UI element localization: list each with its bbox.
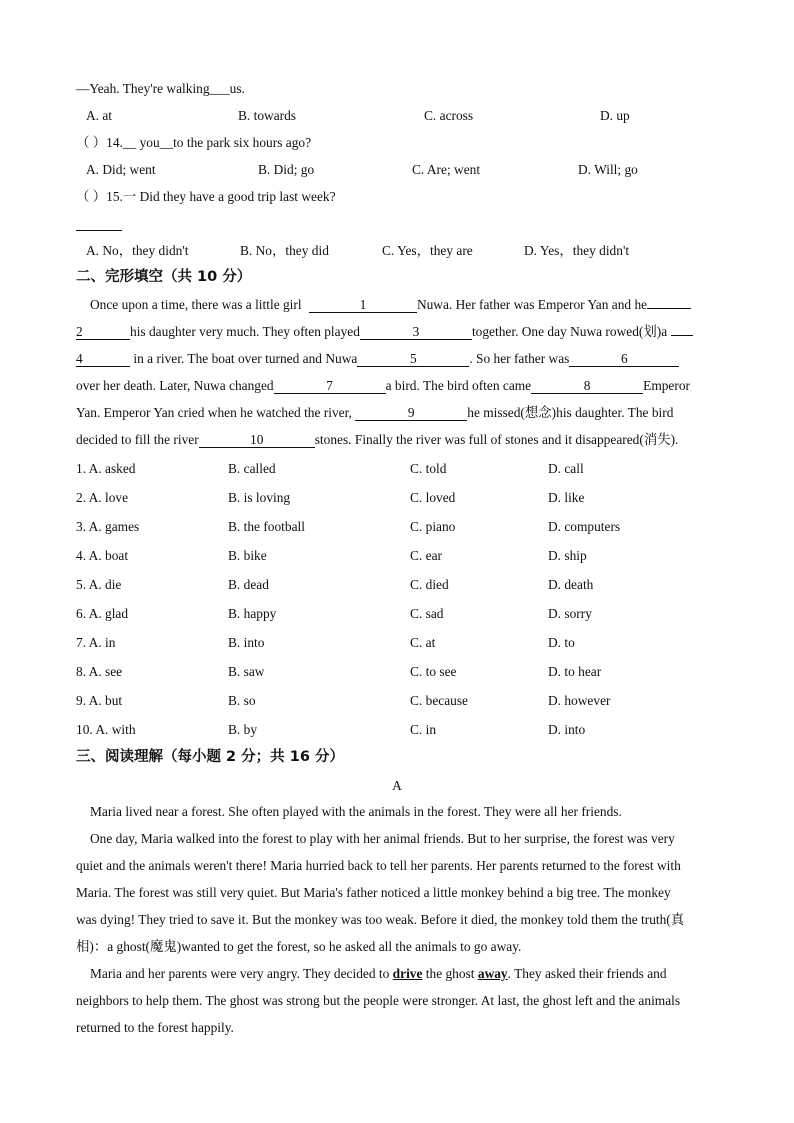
choice-4c: C. ear — [410, 548, 442, 563]
section3-heading: 三、阅读理解（每小题 2 分；共 16 分） — [76, 749, 344, 765]
choice-6b: B. happy — [228, 606, 277, 621]
choice-5d: D. death — [548, 577, 594, 592]
choice-1a: 1. A. asked — [76, 461, 136, 476]
q14-option-d: D. Will; go — [578, 162, 638, 177]
cloze-line-3 — [76, 350, 679, 368]
choice-8c: C. to see — [410, 664, 457, 679]
choice-1c: C. told — [410, 461, 447, 476]
q14-option-c: C. Are; went — [412, 162, 481, 177]
cloze-blank-5: 5 — [357, 351, 469, 367]
cloze-blank-6: 6 — [569, 351, 679, 367]
choice-5c: C. died — [410, 577, 449, 592]
reading-line-8: neighbors to help them. The ghost was strong but the people were stronger. At last, the ghost left and the animals — [76, 993, 681, 1008]
cloze-line-5 — [76, 404, 673, 422]
choice-1d: D. call — [548, 461, 584, 476]
cloze-line-1 — [90, 296, 691, 314]
keyword-away: away — [477, 966, 508, 981]
choice-2a: 2. A. love — [76, 490, 129, 505]
cloze-blank-trail — [647, 308, 691, 309]
choice-6c: C. sad — [410, 606, 444, 621]
keyword-drive: drive — [392, 966, 423, 981]
choice-5b: B. dead — [228, 577, 269, 592]
choice-5a: 5. A. die — [76, 577, 122, 592]
q14-option-a: A. Did; went — [86, 162, 156, 177]
answer-line — [76, 230, 122, 231]
cloze-text: he missed(想念)his daughter. The bird — [467, 405, 674, 420]
choice-9d: D. however — [548, 693, 611, 708]
cloze-text: stones. Finally the river was full of stones and it disappeared(消失). — [314, 432, 679, 447]
choice-7d: D. to — [548, 635, 575, 650]
choice-10b: B. by — [228, 722, 258, 737]
cloze-line-6 — [76, 431, 678, 449]
cloze-text: Yan. Emperor Yan cried when he watched the river, — [76, 405, 352, 420]
cloze-text: over her death. Later, Nuwa changed — [76, 378, 274, 393]
q13-line: —Yeah. They're walking___us. — [76, 81, 245, 96]
q15-option-c: C. Yes，they are — [382, 243, 473, 258]
reading-line-4: Maria. The forest was still very quiet. But Maria's father noticed a little monkey behind a big tree. The monkey — [76, 885, 671, 900]
q13-option-c: C. across — [424, 108, 474, 123]
reading-line-9: returned to the forest happily. — [76, 1020, 234, 1035]
q14-option-b: B. Did; go — [258, 162, 315, 177]
choice-4a: 4. A. boat — [76, 548, 129, 563]
cloze-text: Nuwa. Her father was Emperor Yan and he — [416, 297, 648, 312]
q15-stem: （ ）15.一 Did they have a good trip last week? — [76, 189, 336, 204]
choice-6a: 6. A. glad — [76, 606, 129, 621]
reading-line-6: 相)：a ghost(魔鬼)wanted to get the forest, so he asked all the animals to go away. — [76, 939, 522, 954]
cloze-blank-2: 2 — [76, 324, 130, 340]
reading-text: . They asked their friends and — [507, 966, 667, 981]
choice-3a: 3. A. games — [76, 519, 140, 534]
cloze-text: together. One day Nuwa rowed(划)a — [471, 324, 668, 339]
choice-8a: 8. A. see — [76, 664, 123, 679]
choice-3c: C. piano — [410, 519, 456, 534]
cloze-text: in a river. The boat over turned and Nuwa — [133, 351, 358, 366]
cloze-blank-10: 10 — [199, 432, 315, 448]
reading-text: the ghost — [425, 966, 475, 981]
choice-10d: D. into — [548, 722, 586, 737]
reading-line-1: Maria lived near a forest. She often played with the animals in the forest. They were all her friends. — [90, 804, 622, 819]
reading-text: Maria and her parents were very angry. They decided to — [90, 966, 390, 981]
cloze-text: . So her father was — [469, 351, 570, 366]
choice-8b: B. saw — [228, 664, 265, 679]
passage-label: A — [392, 778, 402, 793]
cloze-line-4 — [76, 377, 690, 395]
cloze-blank-4-lead — [671, 335, 693, 336]
choice-8d: D. to hear — [548, 664, 602, 679]
choice-1b: B. called — [228, 461, 276, 476]
cloze-blank-1: 1 — [309, 297, 417, 313]
choice-7b: B. into — [228, 635, 265, 650]
reading-line-7 — [90, 965, 667, 983]
q13-option-b: B. towards — [238, 108, 297, 123]
cloze-text: decided to fill the river — [76, 432, 199, 447]
choice-9c: C. because — [410, 693, 469, 708]
section2-heading: 二、完形填空（共 10 分） — [76, 269, 252, 285]
choice-3d: D. computers — [548, 519, 621, 534]
cloze-text: a bird. The bird often came — [385, 378, 532, 393]
q15-option-a: A. No，they didn't — [86, 243, 189, 258]
cloze-text: his daughter very much. They often played — [130, 324, 360, 339]
choice-2d: D. like — [548, 490, 585, 505]
choice-9b: B. so — [228, 693, 256, 708]
choice-10c: C. in — [410, 722, 437, 737]
choice-2b: B. is loving — [228, 490, 291, 505]
reading-line-2: One day, Maria walked into the forest to play with her animal friends. But to her surprise, the forest was very — [90, 831, 675, 846]
cloze-line-2 — [76, 323, 693, 341]
q13-option-d: D. up — [600, 108, 630, 123]
cloze-text: Emperor — [643, 378, 690, 393]
reading-line-5: was dying! They tried to save it. But the monkey was too weak. Before it died, the monkey told them the truth(真 — [76, 912, 685, 927]
choice-6d: D. sorry — [548, 606, 592, 621]
q14-stem: （ ）14.__ you__to the park six hours ago? — [76, 135, 312, 150]
choice-3b: B. the football — [228, 519, 305, 534]
cloze-blank-3: 3 — [360, 324, 472, 340]
choice-7a: 7. A. in — [76, 635, 116, 650]
cloze-blank-4: 4 — [76, 351, 130, 367]
choice-2c: C. loved — [410, 490, 456, 505]
cloze-blank-8: 8 — [531, 378, 643, 394]
q15-option-b: B. No，they did — [240, 243, 329, 258]
q13-option-a: A. at — [86, 108, 113, 123]
cloze-blank-9: 9 — [355, 405, 467, 421]
choice-4d: D. ship — [548, 548, 587, 563]
choice-10a: 10. A. with — [76, 722, 136, 737]
reading-line-3: quiet and the animals weren't there! Maria hurried back to tell her parents. Her parents returned to the forest with — [76, 858, 681, 873]
choice-4b: B. bike — [228, 548, 267, 563]
choice-9a: 9. A. but — [76, 693, 123, 708]
cloze-text: Once upon a time, there was a little girl — [90, 297, 302, 312]
cloze-blank-7: 7 — [274, 378, 386, 394]
q15-option-d: D. Yes，they didn't — [524, 243, 630, 258]
choice-7c: C. at — [410, 635, 436, 650]
